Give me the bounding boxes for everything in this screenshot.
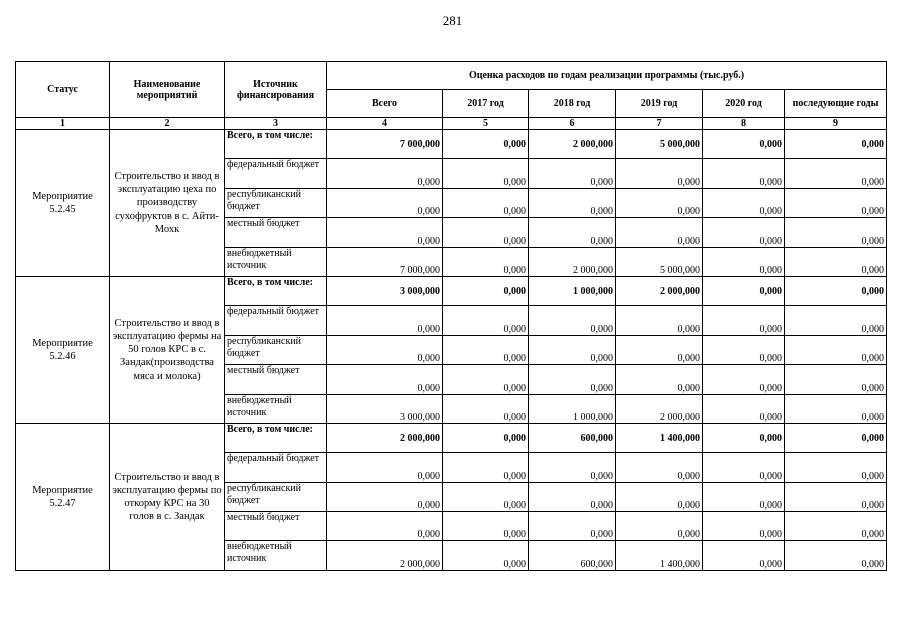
- amount-cell: 0,000: [529, 482, 616, 511]
- amount-cell: 0,000: [785, 130, 887, 159]
- amount-cell: 600,000: [529, 541, 616, 570]
- amount-cell: 1 000,000: [529, 394, 616, 423]
- amount-cell: 0,000: [443, 306, 529, 335]
- amount-cell: 0,000: [443, 130, 529, 159]
- column-number: 5: [443, 118, 529, 130]
- amount-cell: 2 000,000: [529, 247, 616, 276]
- amount-cell: 0,000: [616, 365, 703, 394]
- amount-cell: 0,000: [616, 306, 703, 335]
- amount-cell: 0,000: [785, 365, 887, 394]
- amount-cell: 0,000: [703, 218, 785, 247]
- amount-cell: 0,000: [616, 188, 703, 217]
- amount-cell: 0,000: [703, 482, 785, 511]
- amount-cell: 0,000: [443, 394, 529, 423]
- amount-cell: 0,000: [443, 512, 529, 541]
- amount-cell: 0,000: [529, 218, 616, 247]
- amount-cell: 0,000: [785, 512, 887, 541]
- amount-cell: 0,000: [529, 365, 616, 394]
- amount-cell: 0,000: [327, 159, 443, 188]
- column-number: 4: [327, 118, 443, 130]
- amount-cell: 0,000: [703, 276, 785, 305]
- amount-cell: 0,000: [616, 512, 703, 541]
- amount-cell: 0,000: [703, 512, 785, 541]
- amount-cell: 0,000: [703, 188, 785, 217]
- funding-source: внебюджетный источник: [225, 541, 327, 570]
- amount-cell: 1 400,000: [616, 541, 703, 570]
- column-number-row: [16, 118, 887, 130]
- amount-cell: 0,000: [443, 541, 529, 570]
- amount-cell: 0,000: [327, 482, 443, 511]
- amount-cell: 0,000: [616, 482, 703, 511]
- measure-name: Строительство и ввод в эксплуатацию фермы по откорму КРС на 30 голов в с. Зандак: [110, 423, 225, 570]
- amount-cell: 3 000,000: [327, 394, 443, 423]
- amount-cell: 0,000: [785, 335, 887, 364]
- funding-source: внебюджетный источник: [225, 247, 327, 276]
- header-2019: 2019 год: [616, 90, 703, 118]
- column-number: 3: [225, 118, 327, 130]
- amount-cell: 2 000,000: [327, 423, 443, 452]
- amount-cell: 7 000,000: [327, 130, 443, 159]
- amount-cell: 0,000: [785, 482, 887, 511]
- amount-cell: 1 000,000: [529, 276, 616, 305]
- header-2017: 2017 год: [443, 90, 529, 118]
- funding-source: федеральный бюджет: [225, 453, 327, 482]
- table-row-total: [16, 130, 887, 159]
- amount-cell: 0,000: [529, 335, 616, 364]
- column-number: 9: [785, 118, 887, 130]
- funding-source: республиканский бюджет: [225, 335, 327, 364]
- amount-cell: 0,000: [785, 306, 887, 335]
- measure-name: Строительство и ввод в эксплуатацию цеха по производству сухофруктов в с. Айти-Мохк: [110, 130, 225, 277]
- amount-cell: 0,000: [327, 512, 443, 541]
- funding-source: местный бюджет: [225, 512, 327, 541]
- amount-cell: 0,000: [443, 365, 529, 394]
- amount-cell: 0,000: [443, 247, 529, 276]
- funding-source: федеральный бюджет: [225, 306, 327, 335]
- amount-cell: 0,000: [703, 247, 785, 276]
- amount-cell: 0,000: [785, 453, 887, 482]
- funding-source: внебюджетный источник: [225, 394, 327, 423]
- funding-source: Всего, в том числе:: [225, 423, 327, 452]
- header-name: Наименование мероприятий: [110, 62, 225, 118]
- amount-cell: 0,000: [443, 159, 529, 188]
- amount-cell: 0,000: [327, 365, 443, 394]
- amount-cell: 7 000,000: [327, 247, 443, 276]
- table-row-total: [16, 276, 887, 305]
- amount-cell: 0,000: [703, 423, 785, 452]
- amount-cell: 2 000,000: [616, 394, 703, 423]
- amount-cell: 0,000: [703, 394, 785, 423]
- funding-source: республиканский бюджет: [225, 482, 327, 511]
- amount-cell: 0,000: [327, 306, 443, 335]
- amount-cell: 0,000: [443, 276, 529, 305]
- column-number: 1: [16, 118, 110, 130]
- page-number: 281: [442, 13, 463, 28]
- amount-cell: 0,000: [785, 541, 887, 570]
- amount-cell: 0,000: [443, 218, 529, 247]
- amount-cell: 0,000: [443, 423, 529, 452]
- funding-source: местный бюджет: [225, 218, 327, 247]
- amount-cell: 1 400,000: [616, 423, 703, 452]
- amount-cell: 0,000: [529, 188, 616, 217]
- amount-cell: 0,000: [443, 188, 529, 217]
- funding-source: республиканский бюджет: [225, 188, 327, 217]
- amount-cell: 0,000: [616, 159, 703, 188]
- amount-cell: 0,000: [529, 159, 616, 188]
- amount-cell: 5 000,000: [616, 130, 703, 159]
- column-number: 8: [703, 118, 785, 130]
- amount-cell: 0,000: [327, 188, 443, 217]
- funding-source: федеральный бюджет: [225, 159, 327, 188]
- measure-name: Строительство и ввод в эксплуатацию фермы на 50 голов КРС в с. Зандак(производства мяса и молока): [110, 276, 225, 423]
- header-status: Статус: [16, 62, 110, 118]
- measure-status: Мероприятие 5.2.45: [16, 130, 110, 277]
- amount-cell: 2 000,000: [529, 130, 616, 159]
- amount-cell: 0,000: [703, 130, 785, 159]
- amount-cell: 3 000,000: [327, 276, 443, 305]
- budget-table: [15, 61, 887, 571]
- header-estimate: Оценка расходов по годам реализации программы (тыс.руб.): [327, 62, 887, 90]
- amount-cell: 0,000: [785, 188, 887, 217]
- amount-cell: 0,000: [785, 423, 887, 452]
- amount-cell: 0,000: [529, 512, 616, 541]
- amount-cell: 0,000: [327, 335, 443, 364]
- funding-source: местный бюджет: [225, 365, 327, 394]
- header-total: Всего: [327, 90, 443, 118]
- measure-status: Мероприятие 5.2.47: [16, 423, 110, 570]
- amount-cell: 0,000: [785, 276, 887, 305]
- measure-status: Мероприятие 5.2.46: [16, 276, 110, 423]
- funding-source: Всего, в том числе:: [225, 276, 327, 305]
- table-row-total: [16, 423, 887, 452]
- column-number: 7: [616, 118, 703, 130]
- amount-cell: 0,000: [703, 541, 785, 570]
- amount-cell: 0,000: [327, 218, 443, 247]
- amount-cell: 0,000: [785, 159, 887, 188]
- amount-cell: 0,000: [703, 453, 785, 482]
- amount-cell: 0,000: [785, 394, 887, 423]
- column-number: 2: [110, 118, 225, 130]
- amount-cell: 0,000: [785, 218, 887, 247]
- header-later: последующие годы: [785, 90, 887, 118]
- amount-cell: 2 000,000: [616, 276, 703, 305]
- amount-cell: 0,000: [616, 335, 703, 364]
- amount-cell: 0,000: [785, 247, 887, 276]
- amount-cell: 0,000: [443, 335, 529, 364]
- amount-cell: 0,000: [529, 306, 616, 335]
- amount-cell: 2 000,000: [327, 541, 443, 570]
- amount-cell: 0,000: [703, 306, 785, 335]
- amount-cell: 0,000: [703, 365, 785, 394]
- amount-cell: 0,000: [616, 218, 703, 247]
- amount-cell: 0,000: [703, 159, 785, 188]
- table-body: [16, 130, 887, 571]
- funding-source: Всего, в том числе:: [225, 130, 327, 159]
- amount-cell: 600,000: [529, 423, 616, 452]
- header-source: Источник финансирования: [225, 62, 327, 118]
- header-2018: 2018 год: [529, 90, 616, 118]
- amount-cell: 0,000: [616, 453, 703, 482]
- amount-cell: 0,000: [443, 453, 529, 482]
- column-number: 6: [529, 118, 616, 130]
- amount-cell: 0,000: [443, 482, 529, 511]
- amount-cell: 5 000,000: [616, 247, 703, 276]
- amount-cell: 0,000: [529, 453, 616, 482]
- amount-cell: 0,000: [327, 453, 443, 482]
- header-2020: 2020 год: [703, 90, 785, 118]
- amount-cell: 0,000: [703, 335, 785, 364]
